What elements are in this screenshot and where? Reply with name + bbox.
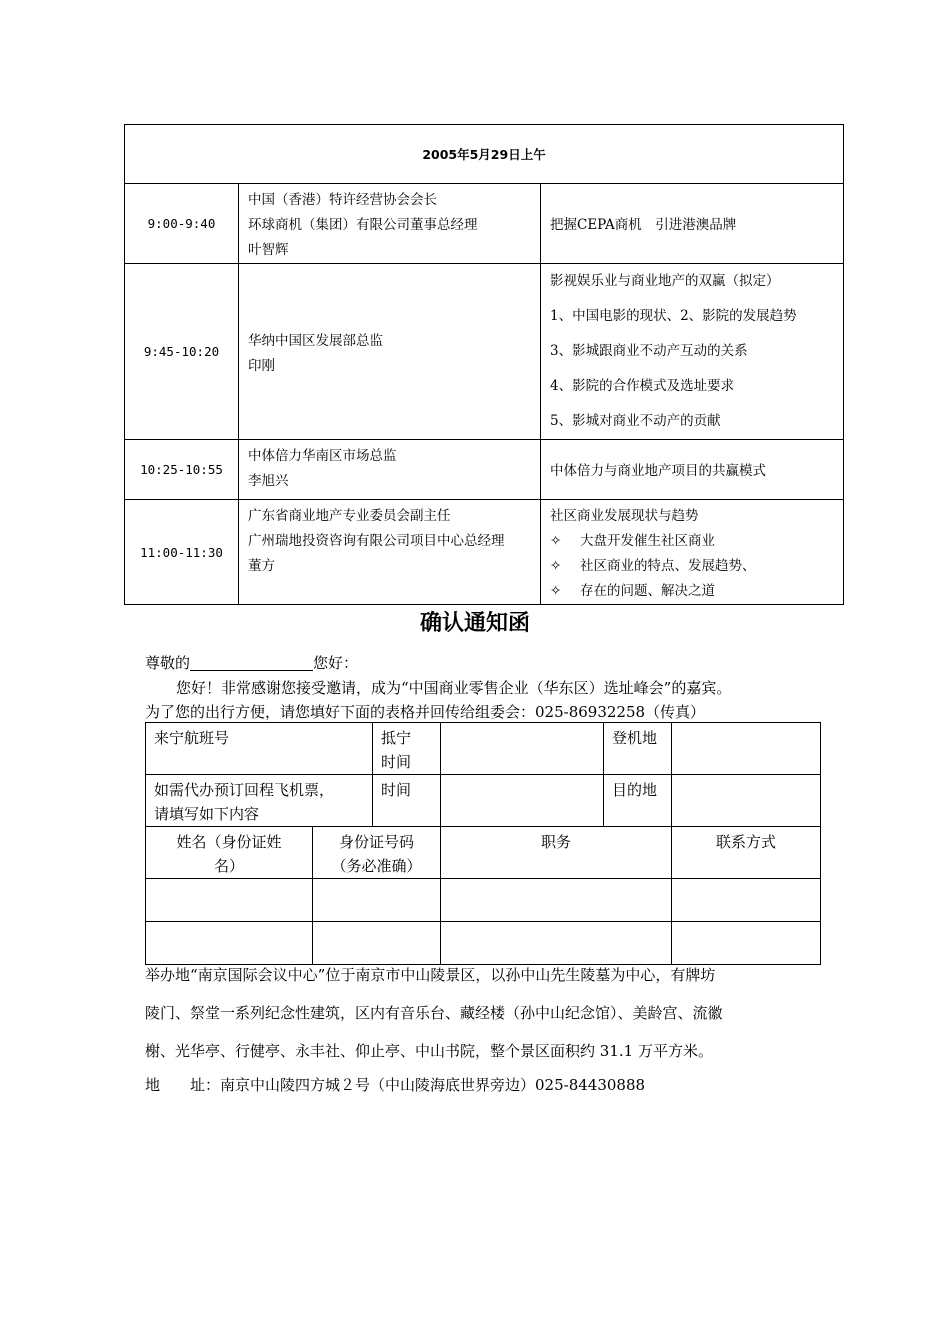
schedule-row	[125, 184, 844, 264]
col-position-header: 职务	[441, 827, 672, 879]
arrival-time-field[interactable]	[441, 723, 604, 775]
speaker-line: 中体倍力华南区市场总监	[248, 448, 397, 464]
schedule-time: 9:00-9:40	[125, 184, 239, 264]
diamond-outline-icon: ✧	[550, 533, 562, 549]
schedule-time: 10:25-10:55	[125, 440, 239, 500]
schedule-speaker	[239, 440, 541, 500]
bullet-item: ✧ 存在的问题、解决之道	[550, 579, 843, 604]
speaker-line: 印刚	[248, 357, 275, 374]
guest-id-field[interactable]	[313, 879, 441, 922]
speaker-line: 叶智辉	[248, 242, 289, 258]
guest-position-field[interactable]	[441, 879, 672, 922]
schedule-time: 9:45-10:20	[125, 264, 239, 440]
schedule-row	[125, 264, 844, 440]
address-text: 南京中山陵四方城２号（中山陵海底世界旁边）025-84430888	[220, 1076, 646, 1094]
schedule-speaker	[239, 264, 541, 440]
time-label: 时间	[373, 775, 441, 827]
greeting-line	[145, 652, 358, 673]
speaker-line: 董方	[248, 558, 275, 574]
departure-label: 登机地	[604, 723, 672, 775]
guest-name-field[interactable]	[146, 922, 313, 965]
guest-header-row	[146, 827, 821, 879]
bullet-item: ✧ 大盘开发催生社区商业	[550, 529, 843, 554]
venue-description-line: 陵门、祭堂一系列纪念性建筑，区内有音乐台、藏经楼（孙中山纪念馆）、美龄宫、流徽	[145, 1004, 723, 1022]
recipient-name-blank[interactable]	[190, 655, 313, 671]
schedule-heading: 2005年5月29日上午	[125, 125, 844, 184]
address-label: 地 址：	[145, 1076, 221, 1094]
return-ticket-label: 如需代办预订回程飞机票， 请填写如下内容	[146, 775, 373, 827]
venue-address	[145, 1074, 645, 1095]
flight-label: 来宁航班号	[146, 723, 373, 775]
guest-name-field[interactable]	[146, 879, 313, 922]
departure-field[interactable]	[672, 723, 821, 775]
speaker-line: 广东省商业地产专业委员会副主任	[248, 508, 451, 524]
greeting-suffix: 您好：	[313, 654, 359, 672]
guest-position-field[interactable]	[441, 922, 672, 965]
topic-line: 把握CEPA商机 引进港澳品牌	[550, 217, 737, 233]
flight-row	[146, 723, 821, 775]
topic-line: 5、影城对商业不动产的贡献	[550, 413, 721, 429]
topic-line: 影视娱乐业与商业地产的双赢（拟定）	[550, 273, 780, 289]
destination-field[interactable]	[672, 775, 821, 827]
invitation-paragraph: 您好！非常感谢您接受邀请，成为“中国商业零售企业（华东区）选址峰会”的嘉宾。	[176, 679, 732, 697]
diamond-outline-icon: ✧	[550, 558, 562, 574]
schedule-time: 11:00-11:30	[125, 500, 239, 605]
schedule-heading-row	[125, 125, 844, 184]
schedule-row	[125, 500, 844, 605]
schedule-topic	[541, 184, 844, 264]
venue-description-line: 举办地“南京国际会议中心”位于南京市中山陵景区，以孙中山先生陵墓为中心，有牌坊	[145, 966, 716, 984]
speaker-line: 广州瑞地投资咨询有限公司项目中心总经理	[248, 533, 505, 549]
venue-description-line: 榭、光华亭、行健亭、永丰社、仰止亭、中山书院，整个景区面积约 31.1 万平方米。	[145, 1042, 713, 1060]
col-id-header: 身份证号码 （务必准确）	[313, 827, 441, 879]
return-flight-row	[146, 775, 821, 827]
fax-instruction: 为了您的出行方便，请您填好下面的表格并回传给组委会：025-86932258（传真）	[145, 703, 706, 721]
greeting-prefix: 尊敬的	[145, 654, 191, 672]
col-name-header: 姓名（身份证姓 名）	[146, 827, 313, 879]
topic-line: 社区商业发展现状与趋势	[550, 508, 699, 524]
topic-line: 中体倍力与商业地产项目的共赢模式	[550, 463, 766, 479]
speaker-line: 中国（香港）特许经营协会会长	[248, 192, 437, 208]
speaker-line: 环球商机（集团）有限公司董事总经理	[248, 217, 478, 233]
topic-line: 4、影院的合作模式及选址要求	[550, 378, 735, 394]
topic-line: 3、影城跟商业不动产互动的关系	[550, 343, 748, 359]
schedule-table	[124, 124, 844, 605]
guest-contact-field[interactable]	[672, 922, 821, 965]
col-contact-header: 联系方式	[672, 827, 821, 879]
confirmation-form	[145, 722, 821, 965]
guest-row	[146, 879, 821, 922]
topic-line: 1、中国电影的现状、2、影院的发展趋势	[550, 308, 797, 324]
speaker-line: 华纳中国区发展部总监	[248, 332, 383, 349]
schedule-speaker	[239, 500, 541, 605]
schedule-topic	[541, 264, 844, 440]
schedule-speaker	[239, 184, 541, 264]
notice-title: 确认通知函	[419, 611, 530, 636]
guest-id-field[interactable]	[313, 922, 441, 965]
schedule-row	[125, 440, 844, 500]
destination-label: 目的地	[604, 775, 672, 827]
diamond-outline-icon: ✧	[550, 583, 562, 599]
bullet-item: ✧ 社区商业的特点、发展趋势、	[550, 554, 843, 579]
speaker-line: 李旭兴	[248, 473, 289, 489]
schedule-topic	[541, 440, 844, 500]
return-time-field[interactable]	[441, 775, 604, 827]
schedule-topic	[541, 500, 844, 605]
guest-row	[146, 922, 821, 965]
guest-contact-field[interactable]	[672, 879, 821, 922]
arrival-label: 抵宁 时间	[373, 723, 441, 775]
